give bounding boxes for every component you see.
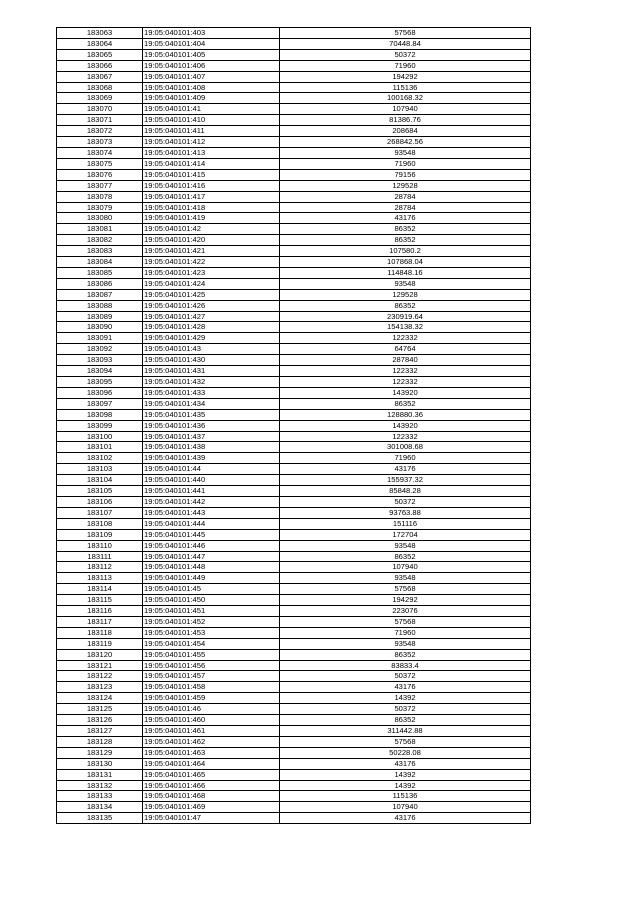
row-id-cell: 183120	[57, 649, 143, 660]
row-id-cell: 183093	[57, 355, 143, 366]
value-cell: 93548	[280, 638, 531, 649]
value-cell: 122332	[280, 377, 531, 388]
value-cell: 86352	[280, 398, 531, 409]
row-id-cell: 183103	[57, 464, 143, 475]
table-row	[57, 169, 531, 180]
cadastral-number-cell: 19:05:040101:42	[143, 224, 280, 235]
cadastral-number-cell: 19:05:040101:461	[143, 726, 280, 737]
row-id-cell: 183119	[57, 638, 143, 649]
table-row	[57, 736, 531, 747]
row-id-cell: 183076	[57, 169, 143, 180]
row-id-cell: 183100	[57, 431, 143, 442]
table-row	[57, 442, 531, 453]
cadastral-number-cell: 19:05:040101:464	[143, 758, 280, 769]
table-row	[57, 562, 531, 573]
row-id-cell: 183130	[57, 758, 143, 769]
row-id-cell: 183068	[57, 82, 143, 93]
cadastral-number-cell: 19:05:040101:435	[143, 409, 280, 420]
value-cell: 93548	[280, 540, 531, 551]
table-row	[57, 584, 531, 595]
row-id-cell: 183115	[57, 595, 143, 606]
value-cell: 129528	[280, 289, 531, 300]
cadastral-number-cell: 19:05:040101:436	[143, 420, 280, 431]
value-cell: 172704	[280, 529, 531, 540]
row-id-cell: 183069	[57, 93, 143, 104]
value-cell: 14392	[280, 780, 531, 791]
cadastral-number-cell: 19:05:040101:429	[143, 333, 280, 344]
value-cell: 86352	[280, 300, 531, 311]
value-cell: 86352	[280, 551, 531, 562]
table-row	[57, 715, 531, 726]
cadastral-number-cell: 19:05:040101:417	[143, 191, 280, 202]
cadastral-number-cell: 19:05:040101:415	[143, 169, 280, 180]
table-row	[57, 93, 531, 104]
row-id-cell: 183079	[57, 202, 143, 213]
value-cell: 81386.76	[280, 115, 531, 126]
table-row	[57, 257, 531, 268]
row-id-cell: 183089	[57, 311, 143, 322]
row-id-cell: 183078	[57, 191, 143, 202]
row-id-cell: 183110	[57, 540, 143, 551]
value-cell: 50372	[280, 496, 531, 507]
value-cell: 57568	[280, 584, 531, 595]
cadastral-number-cell: 19:05:040101:452	[143, 616, 280, 627]
row-id-cell: 183066	[57, 60, 143, 71]
table-row	[57, 344, 531, 355]
table-row	[57, 246, 531, 257]
value-cell: 50228.08	[280, 747, 531, 758]
table-row	[57, 409, 531, 420]
row-id-cell: 183083	[57, 246, 143, 257]
row-id-cell: 183067	[57, 71, 143, 82]
cadastral-number-cell: 19:05:040101:468	[143, 791, 280, 802]
table-row	[57, 267, 531, 278]
cadastral-number-cell: 19:05:040101:431	[143, 366, 280, 377]
row-id-cell: 183126	[57, 715, 143, 726]
row-id-cell: 183086	[57, 278, 143, 289]
table-row	[57, 475, 531, 486]
row-id-cell: 183111	[57, 551, 143, 562]
cadastral-number-cell: 19:05:040101:409	[143, 93, 280, 104]
cadastral-number-cell: 19:05:040101:455	[143, 649, 280, 660]
cadastral-number-cell: 19:05:040101:422	[143, 257, 280, 268]
row-id-cell: 183091	[57, 333, 143, 344]
cadastral-number-cell: 19:05:040101:419	[143, 213, 280, 224]
row-id-cell: 183124	[57, 693, 143, 704]
cadastral-number-cell: 19:05:040101:408	[143, 82, 280, 93]
cadastral-number-cell: 19:05:040101:46	[143, 704, 280, 715]
table-row	[57, 82, 531, 93]
value-cell: 287840	[280, 355, 531, 366]
cadastral-number-cell: 19:05:040101:458	[143, 682, 280, 693]
value-cell: 70448.84	[280, 38, 531, 49]
table-row	[57, 137, 531, 148]
row-id-cell: 183081	[57, 224, 143, 235]
value-cell: 50372	[280, 49, 531, 60]
table-row	[57, 693, 531, 704]
table-body	[57, 28, 531, 824]
value-cell: 311442.88	[280, 726, 531, 737]
cadastral-number-cell: 19:05:040101:41	[143, 104, 280, 115]
row-id-cell: 183075	[57, 158, 143, 169]
value-cell: 86352	[280, 649, 531, 660]
cadastral-number-cell: 19:05:040101:460	[143, 715, 280, 726]
cadastral-number-cell: 19:05:040101:405	[143, 49, 280, 60]
row-id-cell: 183077	[57, 180, 143, 191]
row-id-cell: 183080	[57, 213, 143, 224]
value-cell: 301008.68	[280, 442, 531, 453]
table-row	[57, 366, 531, 377]
cadastral-number-cell: 19:05:040101:440	[143, 475, 280, 486]
table-row	[57, 202, 531, 213]
row-id-cell: 183123	[57, 682, 143, 693]
table-row	[57, 158, 531, 169]
table-row	[57, 486, 531, 497]
cadastral-number-cell: 19:05:040101:466	[143, 780, 280, 791]
value-cell: 43176	[280, 758, 531, 769]
cadastral-number-cell: 19:05:040101:443	[143, 507, 280, 518]
table-row	[57, 355, 531, 366]
table-row	[57, 780, 531, 791]
table-row	[57, 387, 531, 398]
cadastral-number-cell: 19:05:040101:416	[143, 180, 280, 191]
cadastral-number-cell: 19:05:040101:465	[143, 769, 280, 780]
cadastral-number-cell: 19:05:040101:412	[143, 137, 280, 148]
table-row	[57, 573, 531, 584]
value-cell: 122332	[280, 431, 531, 442]
cadastral-number-cell: 19:05:040101:454	[143, 638, 280, 649]
cadastral-number-cell: 19:05:040101:45	[143, 584, 280, 595]
value-cell: 122332	[280, 366, 531, 377]
cadastral-number-cell: 19:05:040101:424	[143, 278, 280, 289]
value-cell: 71960	[280, 60, 531, 71]
table-row	[57, 431, 531, 442]
row-id-cell: 183118	[57, 627, 143, 638]
table-row	[57, 671, 531, 682]
value-cell: 83833.4	[280, 660, 531, 671]
value-cell: 93548	[280, 573, 531, 584]
value-cell: 115136	[280, 82, 531, 93]
row-id-cell: 183090	[57, 322, 143, 333]
value-cell: 79156	[280, 169, 531, 180]
table-row	[57, 224, 531, 235]
value-cell: 154138.32	[280, 322, 531, 333]
table-row	[57, 278, 531, 289]
cadastral-number-cell: 19:05:040101:425	[143, 289, 280, 300]
value-cell: 208684	[280, 126, 531, 137]
value-cell: 43176	[280, 813, 531, 824]
table-row	[57, 453, 531, 464]
cadastral-number-cell: 19:05:040101:404	[143, 38, 280, 49]
value-cell: 57568	[280, 616, 531, 627]
table-row	[57, 300, 531, 311]
table-row	[57, 464, 531, 475]
row-id-cell: 183131	[57, 769, 143, 780]
table-row	[57, 213, 531, 224]
table-row	[57, 529, 531, 540]
row-id-cell: 183082	[57, 235, 143, 246]
value-cell: 28784	[280, 191, 531, 202]
row-id-cell: 183084	[57, 257, 143, 268]
table-row	[57, 758, 531, 769]
value-cell: 107868.04	[280, 257, 531, 268]
cadastral-number-cell: 19:05:040101:420	[143, 235, 280, 246]
cadastral-number-cell: 19:05:040101:448	[143, 562, 280, 573]
value-cell: 93763.88	[280, 507, 531, 518]
value-cell: 71960	[280, 627, 531, 638]
table-row	[57, 28, 531, 39]
cadastral-number-cell: 19:05:040101:439	[143, 453, 280, 464]
table-row	[57, 551, 531, 562]
row-id-cell: 183117	[57, 616, 143, 627]
value-cell: 43176	[280, 213, 531, 224]
table-row	[57, 606, 531, 617]
table-row	[57, 595, 531, 606]
table-row	[57, 289, 531, 300]
row-id-cell: 183134	[57, 802, 143, 813]
row-id-cell: 183063	[57, 28, 143, 39]
value-cell: 86352	[280, 715, 531, 726]
cadastral-number-cell: 19:05:040101:418	[143, 202, 280, 213]
value-cell: 50372	[280, 671, 531, 682]
row-id-cell: 183129	[57, 747, 143, 758]
value-cell: 71960	[280, 453, 531, 464]
value-cell: 43176	[280, 464, 531, 475]
cadastral-number-cell: 19:05:040101:441	[143, 486, 280, 497]
cadastral-number-cell: 19:05:040101:426	[143, 300, 280, 311]
value-cell: 57568	[280, 736, 531, 747]
value-cell: 223076	[280, 606, 531, 617]
row-id-cell: 183102	[57, 453, 143, 464]
table-row	[57, 235, 531, 246]
cadastral-number-cell: 19:05:040101:427	[143, 311, 280, 322]
row-id-cell: 183128	[57, 736, 143, 747]
table-row	[57, 333, 531, 344]
cadastral-number-cell: 19:05:040101:44	[143, 464, 280, 475]
row-id-cell: 183072	[57, 126, 143, 137]
value-cell: 93548	[280, 147, 531, 158]
row-id-cell: 183135	[57, 813, 143, 824]
value-cell: 230919.64	[280, 311, 531, 322]
row-id-cell: 183096	[57, 387, 143, 398]
row-id-cell: 183071	[57, 115, 143, 126]
cadastral-number-cell: 19:05:040101:428	[143, 322, 280, 333]
value-cell: 143920	[280, 387, 531, 398]
cadastral-number-cell: 19:05:040101:469	[143, 802, 280, 813]
table-row	[57, 769, 531, 780]
table-row	[57, 71, 531, 82]
row-id-cell: 183113	[57, 573, 143, 584]
row-id-cell: 183064	[57, 38, 143, 49]
value-cell: 57568	[280, 28, 531, 39]
cadastral-number-cell: 19:05:040101:457	[143, 671, 280, 682]
cadastral-number-cell: 19:05:040101:421	[143, 246, 280, 257]
table-row	[57, 638, 531, 649]
cadastral-number-cell: 19:05:040101:43	[143, 344, 280, 355]
row-id-cell: 183092	[57, 344, 143, 355]
cadastral-number-cell: 19:05:040101:447	[143, 551, 280, 562]
cadastral-number-cell: 19:05:040101:437	[143, 431, 280, 442]
table-row	[57, 104, 531, 115]
cadastral-number-cell: 19:05:040101:430	[143, 355, 280, 366]
cadastral-number-cell: 19:05:040101:411	[143, 126, 280, 137]
cadastral-number-cell: 19:05:040101:450	[143, 595, 280, 606]
value-cell: 107940	[280, 104, 531, 115]
table-row	[57, 802, 531, 813]
table-row	[57, 180, 531, 191]
cadastral-number-cell: 19:05:040101:434	[143, 398, 280, 409]
value-cell: 64764	[280, 344, 531, 355]
table-row	[57, 60, 531, 71]
value-cell: 100168.32	[280, 93, 531, 104]
table-row	[57, 791, 531, 802]
row-id-cell: 183065	[57, 49, 143, 60]
table-row	[57, 813, 531, 824]
row-id-cell: 183133	[57, 791, 143, 802]
row-id-cell: 183088	[57, 300, 143, 311]
row-id-cell: 183114	[57, 584, 143, 595]
table-row	[57, 540, 531, 551]
row-id-cell: 183108	[57, 518, 143, 529]
value-cell: 28784	[280, 202, 531, 213]
value-cell: 43176	[280, 682, 531, 693]
cadastral-number-cell: 19:05:040101:413	[143, 147, 280, 158]
cadastral-number-cell: 19:05:040101:444	[143, 518, 280, 529]
value-cell: 128880.36	[280, 409, 531, 420]
cadastral-number-cell: 19:05:040101:403	[143, 28, 280, 39]
cadastral-number-cell: 19:05:040101:442	[143, 496, 280, 507]
value-cell: 50372	[280, 704, 531, 715]
value-cell: 107940	[280, 562, 531, 573]
table-row	[57, 496, 531, 507]
cadastral-number-cell: 19:05:040101:423	[143, 267, 280, 278]
row-id-cell: 183107	[57, 507, 143, 518]
table-row	[57, 147, 531, 158]
value-cell: 14392	[280, 693, 531, 704]
row-id-cell: 183073	[57, 137, 143, 148]
value-cell: 122332	[280, 333, 531, 344]
cadastral-number-cell: 19:05:040101:432	[143, 377, 280, 388]
value-cell: 194292	[280, 71, 531, 82]
row-id-cell: 183116	[57, 606, 143, 617]
cadastral-number-cell: 19:05:040101:433	[143, 387, 280, 398]
cadastral-number-cell: 19:05:040101:406	[143, 60, 280, 71]
row-id-cell: 183101	[57, 442, 143, 453]
cadastral-number-cell: 19:05:040101:449	[143, 573, 280, 584]
cadastral-number-cell: 19:05:040101:446	[143, 540, 280, 551]
value-cell: 143920	[280, 420, 531, 431]
table-row	[57, 398, 531, 409]
row-id-cell: 183074	[57, 147, 143, 158]
table-row	[57, 311, 531, 322]
value-cell: 151116	[280, 518, 531, 529]
table-row	[57, 115, 531, 126]
value-cell: 155937.32	[280, 475, 531, 486]
value-cell: 268842.56	[280, 137, 531, 148]
cadastral-number-cell: 19:05:040101:47	[143, 813, 280, 824]
value-cell: 194292	[280, 595, 531, 606]
row-id-cell: 183087	[57, 289, 143, 300]
cadastral-number-cell: 19:05:040101:407	[143, 71, 280, 82]
table-row	[57, 682, 531, 693]
row-id-cell: 183106	[57, 496, 143, 507]
cadastral-number-cell: 19:05:040101:459	[143, 693, 280, 704]
value-cell: 86352	[280, 235, 531, 246]
value-cell: 107580.2	[280, 246, 531, 257]
table-row	[57, 126, 531, 137]
table-row	[57, 726, 531, 737]
value-cell: 115136	[280, 791, 531, 802]
value-cell: 114848.16	[280, 267, 531, 278]
row-id-cell: 183125	[57, 704, 143, 715]
data-table	[56, 27, 531, 824]
cadastral-number-cell: 19:05:040101:451	[143, 606, 280, 617]
table-row	[57, 616, 531, 627]
table-row	[57, 49, 531, 60]
value-cell: 71960	[280, 158, 531, 169]
table-row	[57, 377, 531, 388]
cadastral-number-cell: 19:05:040101:463	[143, 747, 280, 758]
cadastral-number-cell: 19:05:040101:453	[143, 627, 280, 638]
table-row	[57, 191, 531, 202]
table-row	[57, 747, 531, 758]
table-row	[57, 507, 531, 518]
table-row	[57, 322, 531, 333]
row-id-cell: 183122	[57, 671, 143, 682]
row-id-cell: 183070	[57, 104, 143, 115]
row-id-cell: 183112	[57, 562, 143, 573]
row-id-cell: 183097	[57, 398, 143, 409]
row-id-cell: 183127	[57, 726, 143, 737]
row-id-cell: 183105	[57, 486, 143, 497]
value-cell: 93548	[280, 278, 531, 289]
value-cell: 86352	[280, 224, 531, 235]
table-row	[57, 649, 531, 660]
table-row	[57, 704, 531, 715]
cadastral-number-cell: 19:05:040101:410	[143, 115, 280, 126]
row-id-cell: 183109	[57, 529, 143, 540]
row-id-cell: 183085	[57, 267, 143, 278]
cadastral-number-cell: 19:05:040101:456	[143, 660, 280, 671]
cadastral-number-cell: 19:05:040101:438	[143, 442, 280, 453]
row-id-cell: 183132	[57, 780, 143, 791]
value-cell: 85848.28	[280, 486, 531, 497]
row-id-cell: 183121	[57, 660, 143, 671]
row-id-cell: 183098	[57, 409, 143, 420]
table-row	[57, 420, 531, 431]
table-row	[57, 38, 531, 49]
value-cell: 14392	[280, 769, 531, 780]
value-cell: 129528	[280, 180, 531, 191]
cadastral-number-cell: 19:05:040101:414	[143, 158, 280, 169]
table-row	[57, 660, 531, 671]
row-id-cell: 183095	[57, 377, 143, 388]
row-id-cell: 183099	[57, 420, 143, 431]
row-id-cell: 183104	[57, 475, 143, 486]
value-cell: 107940	[280, 802, 531, 813]
cadastral-number-cell: 19:05:040101:462	[143, 736, 280, 747]
table-row	[57, 518, 531, 529]
cadastral-number-cell: 19:05:040101:445	[143, 529, 280, 540]
row-id-cell: 183094	[57, 366, 143, 377]
table-row	[57, 627, 531, 638]
